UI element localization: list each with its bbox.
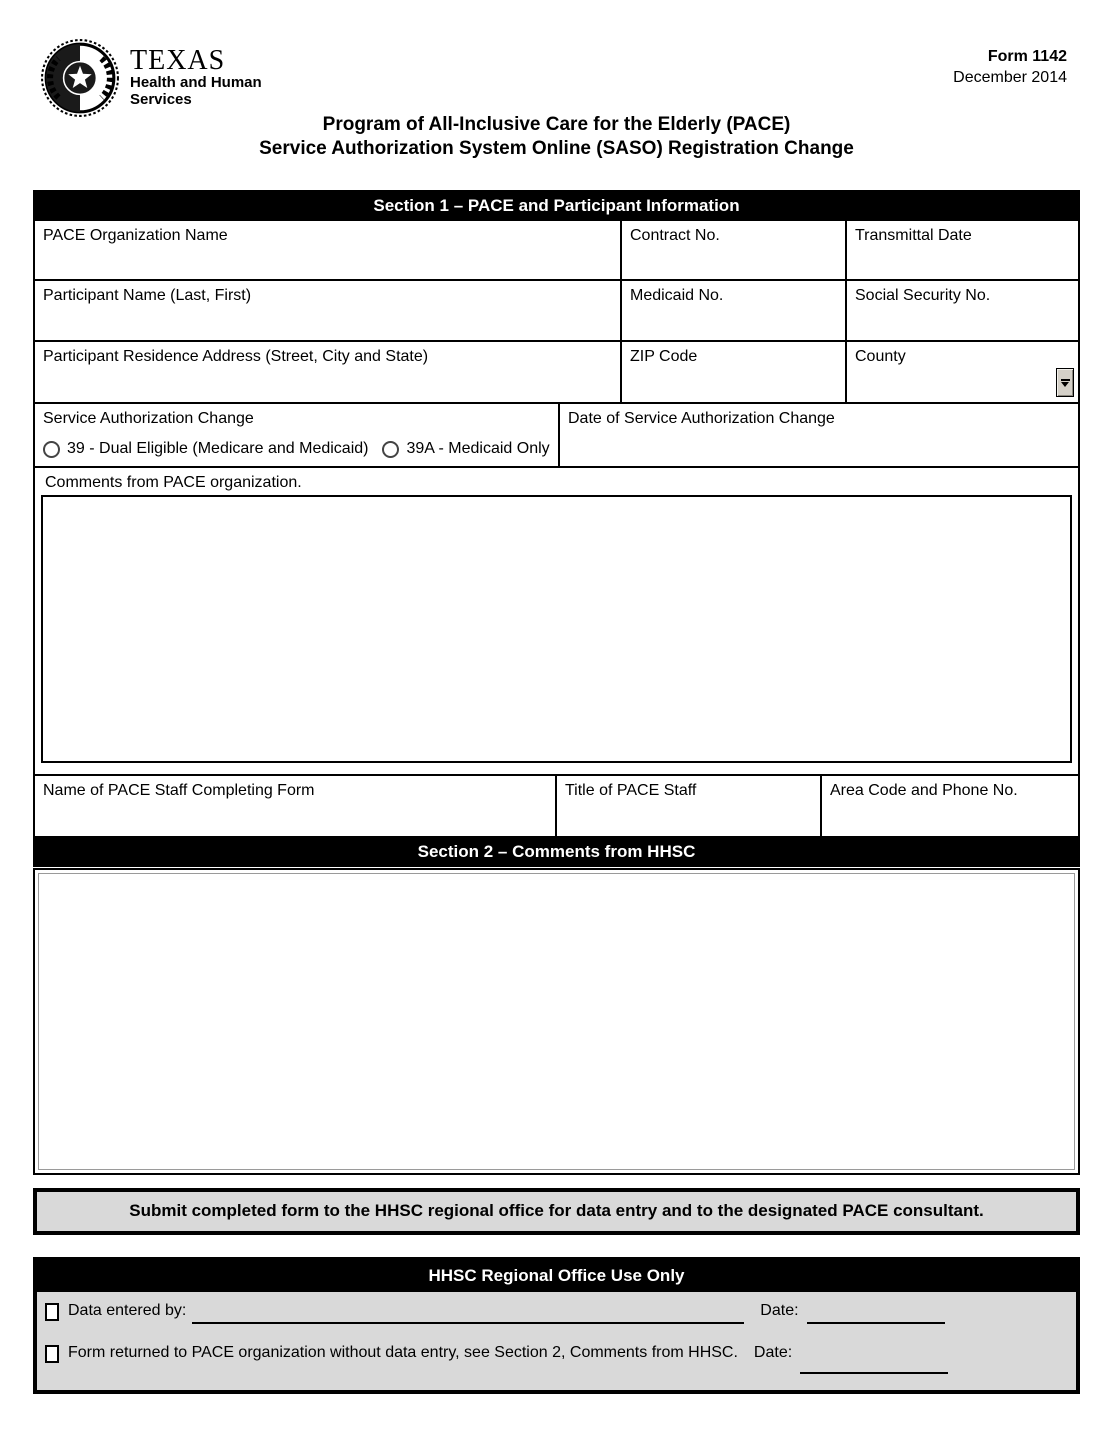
county-label: County (855, 348, 906, 365)
medicaid-no-label: Medicaid No. (630, 287, 724, 304)
participant-name-label: Participant Name (Last, First) (43, 287, 252, 304)
service-auth-change-options (43, 440, 550, 458)
zip-code-field[interactable] (620, 342, 845, 402)
regional-office-section (33, 1257, 1080, 1394)
form-returned-checkbox[interactable] (45, 1345, 59, 1363)
logo-texas-text: TEXAS (130, 45, 226, 76)
social-security-no-field[interactable] (845, 281, 1078, 340)
social-security-no-label: Social Security No. (855, 287, 991, 304)
table-row (35, 466, 1078, 774)
radio-39-dual-eligible[interactable] (43, 441, 60, 458)
regional-office-body (37, 1292, 1076, 1390)
transmittal-date-label: Transmittal Date (855, 227, 972, 244)
table-row (35, 221, 1078, 279)
date-input-line[interactable] (807, 1302, 945, 1324)
table-row (35, 340, 1078, 402)
form-number: Form 1142 (987, 48, 1067, 65)
zip-code-label: ZIP Code (630, 348, 698, 365)
section2-header: Section 2 – Comments from HHSC (33, 838, 1080, 867)
title-line1: Program of All-Inclusive Care for the Elderly (PACE) (322, 114, 791, 135)
date-label: Date: (760, 1302, 799, 1319)
chevron-down-icon (1061, 379, 1070, 381)
date-of-service-auth-change-label: Date of Service Authorization Change (568, 410, 835, 427)
date-input-line[interactable] (800, 1344, 948, 1374)
logo-sub1: Health and Human (130, 74, 262, 91)
table-row (35, 279, 1078, 340)
regional-office-header: HHSC Regional Office Use Only (37, 1261, 1076, 1292)
pace-organization-name-field[interactable] (35, 221, 620, 279)
form-returned-row (45, 1344, 1068, 1374)
radio-39a-medicaid-only[interactable] (382, 441, 399, 458)
county-field[interactable] (845, 342, 1078, 402)
chevron-down-icon (1061, 382, 1069, 387)
pace-comments-label: Comments from PACE organization. (45, 474, 302, 491)
pace-comments-cell (35, 468, 1078, 774)
data-entered-checkbox[interactable] (45, 1303, 59, 1321)
table-row (35, 402, 1078, 466)
radio-39a-label: 39A - Medicaid Only (406, 440, 550, 457)
county-dropdown-button[interactable] (1056, 368, 1074, 397)
staff-name-label: Name of PACE Staff Completing Form (43, 782, 315, 799)
title-line2: Service Authorization System Online (SASO) Registration Change (259, 138, 854, 159)
contract-no-field[interactable] (620, 221, 845, 279)
staff-title-label: Title of PACE Staff (565, 782, 697, 799)
date-of-service-auth-change-field[interactable] (558, 404, 1078, 466)
phone-no-field[interactable] (820, 776, 1078, 836)
participant-name-field[interactable] (35, 281, 620, 340)
service-auth-change-label: Service Authorization Change (43, 410, 254, 427)
service-auth-change-group (35, 404, 558, 466)
data-entered-row (45, 1302, 1068, 1324)
texas-state-seal-icon (40, 38, 120, 118)
section1-table (33, 190, 1080, 838)
agency-name (130, 38, 262, 108)
form-identifier (953, 46, 1067, 88)
agency-logo (40, 38, 262, 118)
data-entered-label: Data entered by: (68, 1302, 187, 1319)
staff-title-field[interactable] (555, 776, 820, 836)
form-returned-label: Form returned to PACE organization without data entry, see Section 2, Comments from HHSC. (68, 1344, 738, 1361)
page-title (0, 113, 1113, 161)
phone-no-label: Area Code and Phone No. (830, 782, 1018, 799)
pace-organization-name-label: PACE Organization Name (43, 227, 228, 244)
radio-39-label: 39 - Dual Eligible (Medicare and Medicaid) (67, 440, 369, 457)
residence-address-label: Participant Residence Address (Street, City and State) (43, 348, 429, 365)
pace-comments-textbox[interactable] (41, 495, 1072, 763)
form-date: December 2014 (953, 69, 1067, 86)
transmittal-date-field[interactable] (845, 221, 1078, 279)
data-entered-by-input-line[interactable] (192, 1302, 744, 1324)
logo-sub2: Services (130, 91, 192, 108)
date-label: Date: (753, 1344, 793, 1361)
contract-no-label: Contract No. (630, 227, 720, 244)
medicaid-no-field[interactable] (620, 281, 845, 340)
hhsc-comments-textbox[interactable] (33, 868, 1080, 1175)
submit-instruction: Submit completed form to the HHSC regional office for data entry and to the designated PACE consultant. (33, 1188, 1080, 1235)
staff-name-field[interactable] (35, 776, 555, 836)
section1-header: Section 1 – PACE and Participant Information (35, 192, 1078, 221)
table-row (35, 774, 1078, 836)
residence-address-field[interactable] (35, 342, 620, 402)
